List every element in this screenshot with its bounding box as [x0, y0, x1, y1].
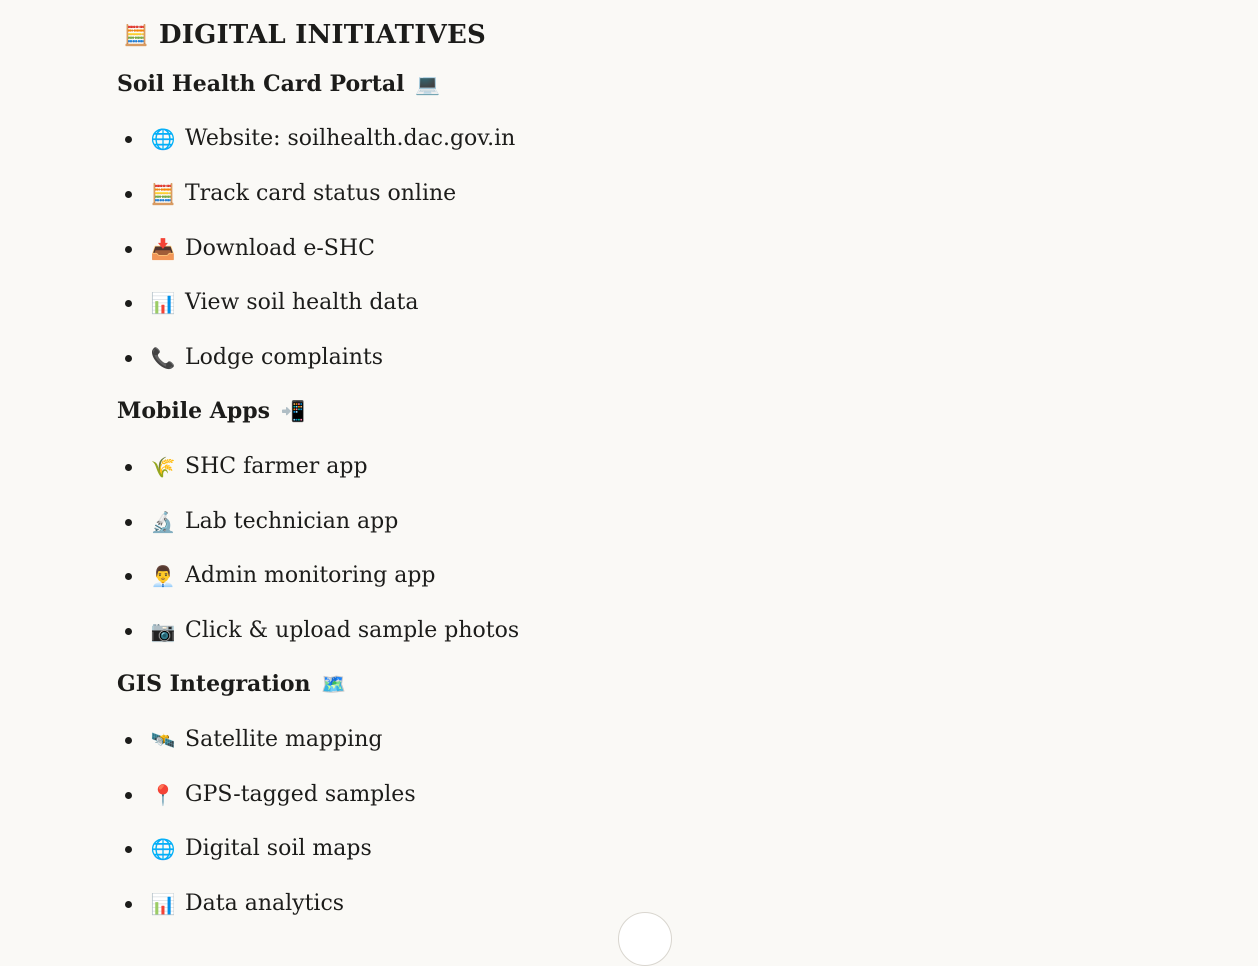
list-item-text: Admin monitoring app [185, 563, 436, 588]
bullet [125, 792, 132, 799]
office-worker-icon: 👨‍💼 [150, 564, 176, 588]
satellite-icon: 🛰️ [150, 728, 176, 752]
microscope-icon: 🔬 [150, 510, 176, 534]
list-item [117, 616, 519, 646]
bar-chart-icon: 📊 [150, 892, 176, 916]
bullet [125, 901, 132, 908]
list-item [117, 725, 382, 755]
list-item-text: Click & upload sample photos [185, 618, 520, 643]
list-item [117, 452, 368, 482]
section-heading-mobile-apps [117, 398, 306, 424]
section-heading-text: Soil Health Card Portal [117, 71, 405, 97]
scroll-to-bottom-button[interactable] [618, 912, 672, 966]
bullet [125, 573, 132, 580]
list-item-text: Lodge complaints [185, 345, 384, 370]
page-title-text: DIGITAL INITIATIVES [159, 20, 486, 50]
bullet [125, 737, 132, 744]
list-item-text: SHC farmer app [185, 454, 368, 479]
bullet [125, 519, 132, 526]
list-item [117, 288, 418, 318]
bar-chart-icon: 📊 [150, 291, 176, 315]
globe-icon: 🌐 [150, 837, 176, 861]
abacus-icon: 🧮 [150, 182, 176, 206]
list-item [117, 780, 416, 810]
list-item [117, 124, 515, 154]
bullet [125, 846, 132, 853]
laptop-icon: 💻 [415, 72, 440, 96]
inbox-tray-icon: 📥 [150, 237, 176, 261]
globe-icon: 🌐 [150, 127, 176, 151]
list-item-text: Download e-SHC [185, 236, 375, 261]
list-item-text: Website: soilhealth.dac.gov.in [185, 126, 516, 151]
list-item [117, 179, 456, 209]
section-heading-gis-integration [117, 671, 347, 697]
world-map-icon: 🗺️ [321, 672, 346, 696]
list-item-text: GPS-tagged samples [185, 782, 416, 807]
bullet [125, 191, 132, 198]
list-item [117, 889, 344, 919]
section-heading-soil-health-card-portal [117, 71, 441, 97]
camera-icon: 📷 [150, 619, 176, 643]
abacus-icon: 🧮 [123, 23, 149, 47]
sheaf-of-rice-icon: 🌾 [150, 455, 176, 479]
list-item-text: Lab technician app [185, 509, 399, 534]
list-item [117, 343, 383, 373]
list-item [117, 507, 398, 537]
bullet [125, 136, 132, 143]
list-item-text: View soil health data [185, 290, 419, 315]
list-item [117, 234, 375, 264]
mobile-arrow-icon: 📲 [280, 399, 306, 423]
bullet [125, 464, 132, 471]
round-pushpin-icon: 📍 [150, 783, 176, 807]
bullet [125, 628, 132, 635]
page-title [123, 22, 486, 48]
list-item-text: Data analytics [185, 891, 345, 916]
bullet [125, 300, 132, 307]
section-heading-text: GIS Integration [117, 671, 311, 697]
list-item-text: Track card status online [185, 181, 457, 206]
section-heading-text: Mobile Apps [117, 398, 271, 424]
bullet [125, 246, 132, 253]
list-item-text: Satellite mapping [185, 727, 383, 752]
telephone-icon: 📞 [150, 346, 176, 370]
list-item-text: Digital soil maps [185, 836, 372, 861]
bullet [125, 355, 132, 362]
list-item [117, 561, 436, 591]
list-item [117, 834, 372, 864]
